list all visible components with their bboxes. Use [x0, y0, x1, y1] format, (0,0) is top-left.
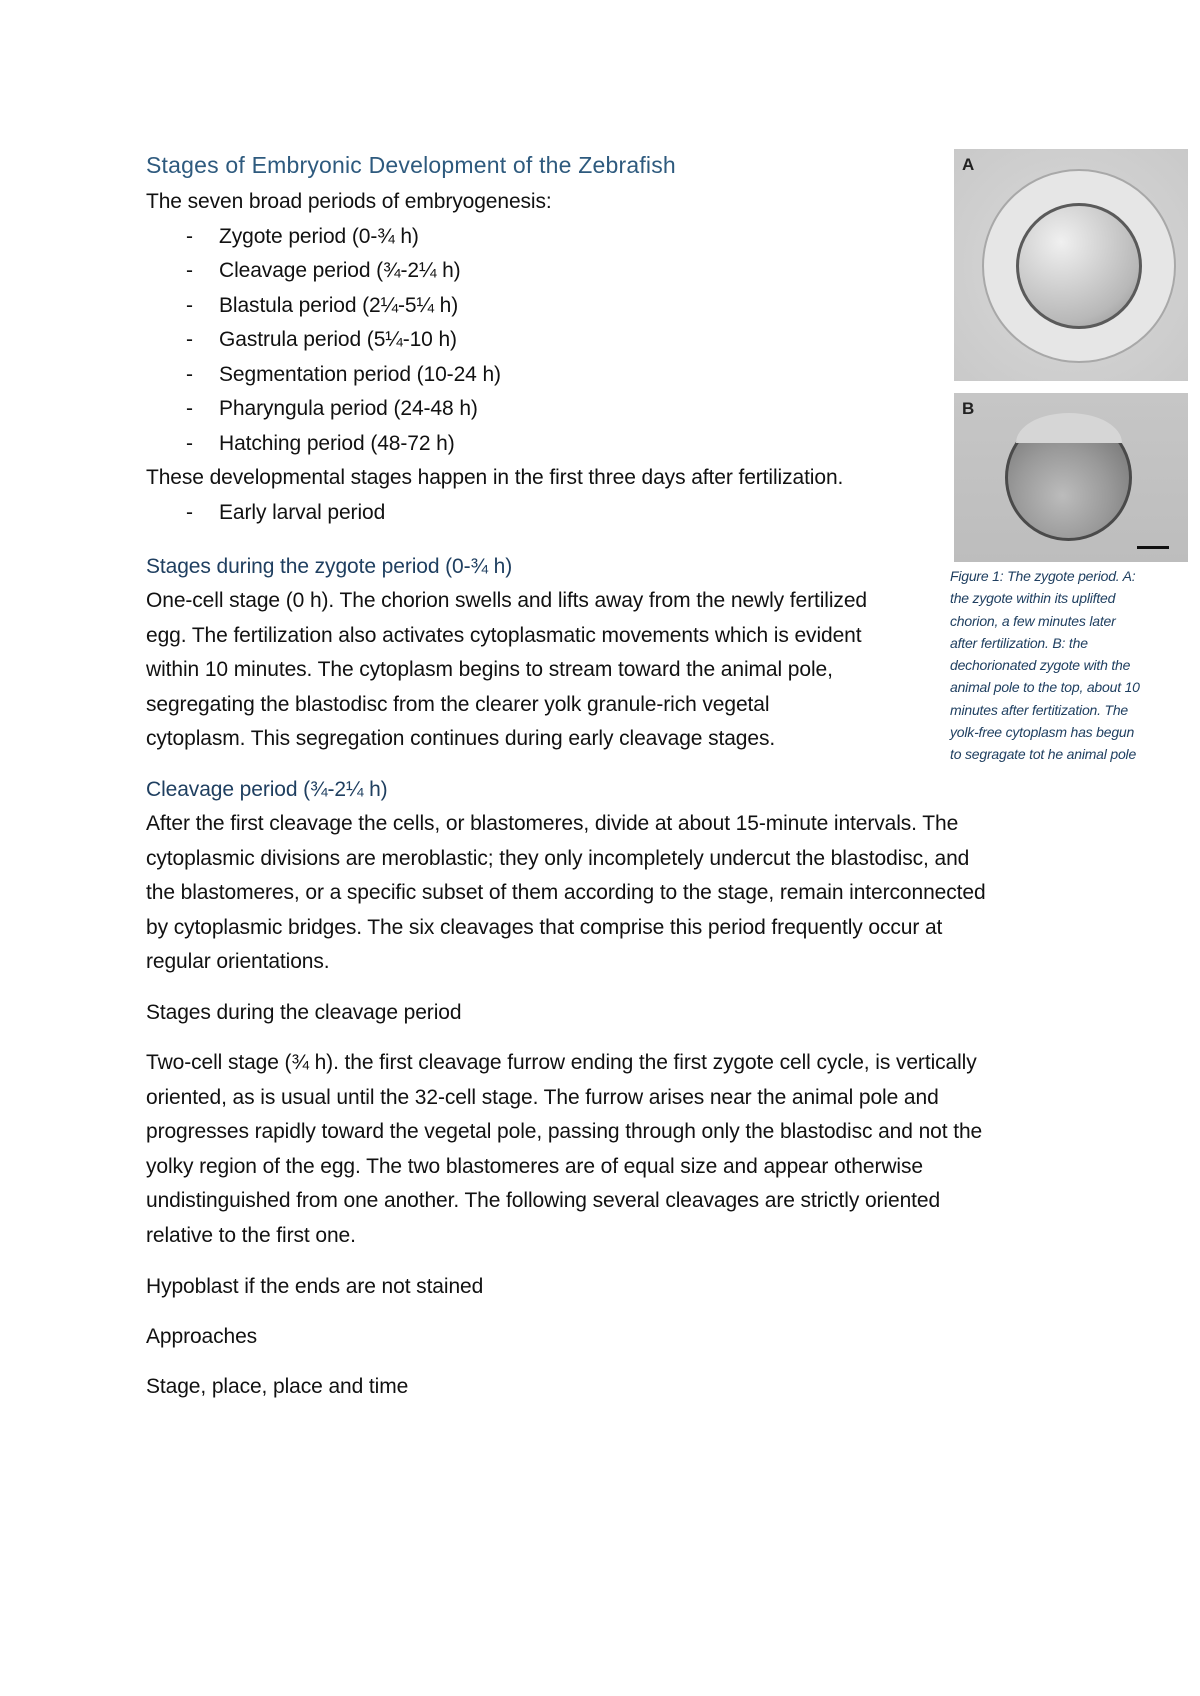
list-item [146, 220, 843, 255]
period-label: Pharyngula period (24-48 h) [219, 397, 478, 420]
note-text: Stage, place, place and time [146, 1375, 409, 1398]
caption-line: Figure 1: The zygote period. A: [950, 568, 1136, 584]
bullet-dash: - [186, 224, 193, 248]
paragraph-line: progresses rapidly toward the vegetal pole, passing through only the blastodisc and not the [146, 1120, 983, 1143]
animal-pole-cytoplasm [1016, 413, 1122, 443]
two-cell-section [146, 1046, 982, 1253]
scale-bar [1137, 546, 1169, 549]
paragraph-line: oriented, as is usual until the 32-cell stage. The furrow arises near the animal pole and [146, 1085, 939, 1109]
zygote-cell [1016, 203, 1142, 329]
paragraph-line: regular orientations. [146, 950, 330, 973]
note-approaches [146, 1320, 257, 1355]
note-stage [146, 1370, 408, 1405]
period-label: Early larval period [219, 500, 386, 524]
paragraph-line: segregating the blastodisc from the clearer yolk granule-rich vegetal [146, 692, 770, 716]
caption-line: after fertilization. B: the [950, 634, 1088, 651]
bullet-dash: - [186, 328, 193, 351]
paragraph-line: by cytoplasmic bridges. The six cleavages that comprise this period frequently occur at [146, 915, 943, 939]
after-periods-text: These developmental stages happen in the first three days after fertilization. [146, 466, 844, 489]
list-item [146, 358, 843, 393]
list-item [146, 254, 843, 289]
period-label: Gastrula period (5¼-10 h) [219, 328, 457, 351]
cleavage-section [146, 773, 986, 980]
panel-a-label: A [962, 155, 975, 174]
bullet-dash: - [186, 362, 193, 386]
bullet-dash: - [186, 397, 193, 420]
caption-line: animal pole to the top, about 10 [950, 679, 1140, 696]
zygote-section [146, 550, 867, 757]
paragraph-line: cytoplasm. This segregation continues during early cleavage stages. [146, 727, 776, 750]
caption-line: the zygote within its uplifted [950, 590, 1116, 607]
period-label: Segmentation period (10-24 h) [219, 362, 501, 386]
list-item [146, 392, 843, 427]
note-text: Hypoblast if the ends are not stained [146, 1275, 484, 1298]
bullet-dash: - [186, 431, 193, 455]
bullet-dash: - [186, 293, 193, 317]
cleavage-heading: Cleavage period (¾-2¼ h) [146, 778, 388, 801]
paragraph-line: cytoplasmic divisions are meroblastic; they only incompletely undercut the blastodisc, and [146, 846, 970, 870]
caption-line: chorion, a few minutes later [950, 612, 1116, 629]
periods-section [146, 185, 843, 530]
period-label: Hatching period (48-72 h) [219, 431, 455, 455]
caption-line: minutes after fertitization. The [950, 701, 1129, 718]
figure-panel-a [954, 149, 1188, 381]
paragraph-line: the blastomeres, or a specific subset of them according to the stage, remain interconnected [146, 881, 986, 904]
paragraph-line: After the first cleavage the cells, or blastomeres, divide at about 15-minute intervals. The [146, 812, 959, 835]
bullet-dash: - [186, 259, 193, 282]
cleavage-stages-text: Stages during the cleavage period [146, 1001, 462, 1024]
caption-line: to segragate tot he animal pole [950, 746, 1137, 763]
list-item [146, 427, 843, 462]
list-item [146, 323, 843, 358]
paragraph-line: undistinguished from one another. The following several cleavages are strictly oriented [146, 1189, 941, 1212]
cleavage-stages-label [146, 996, 461, 1031]
paragraph-line: within 10 minutes. The cytoplasm begins to stream toward the animal pole, [146, 658, 833, 681]
bullet-dash: - [186, 500, 193, 524]
list-item [146, 496, 843, 531]
paragraph-line: relative to the first one. [146, 1223, 356, 1247]
panel-b-label: B [962, 399, 975, 418]
document-title: Stages of Embryonic Development of the Zebrafish [146, 152, 676, 178]
figure-panel-b [954, 393, 1188, 562]
caption-line: yolk-free cytoplasm has begun [950, 724, 1135, 741]
paragraph-line: egg. The fertilization also activates cytoplasmatic movements which is evident [146, 623, 862, 647]
period-label: Blastula period (2¼-5¼ h) [219, 293, 459, 317]
note-hypoblast [146, 1270, 483, 1305]
figure-caption [950, 565, 1196, 766]
paragraph-line: yolky region of the egg. The two blastomeres are of equal size and appear otherwise [146, 1154, 923, 1178]
period-label: Cleavage period (¾-2¼ h) [219, 259, 461, 282]
zygote-heading: Stages during the zygote period (0-¾ h) [146, 555, 513, 578]
list-item [146, 289, 843, 324]
intro-text: The seven broad periods of embryogenesis: [146, 190, 552, 213]
period-label: Zygote period (0-¾ h) [219, 224, 419, 248]
caption-line: dechorionated zygote with the [950, 657, 1131, 674]
paragraph-line: Two-cell stage (¾ h). the first cleavage furrow ending the first zygote cell cycle, is vertically [146, 1051, 977, 1074]
paragraph-line: One-cell stage (0 h). The chorion swells and lifts away from the newly fertilized [146, 589, 867, 612]
note-text: Approaches [146, 1325, 258, 1348]
